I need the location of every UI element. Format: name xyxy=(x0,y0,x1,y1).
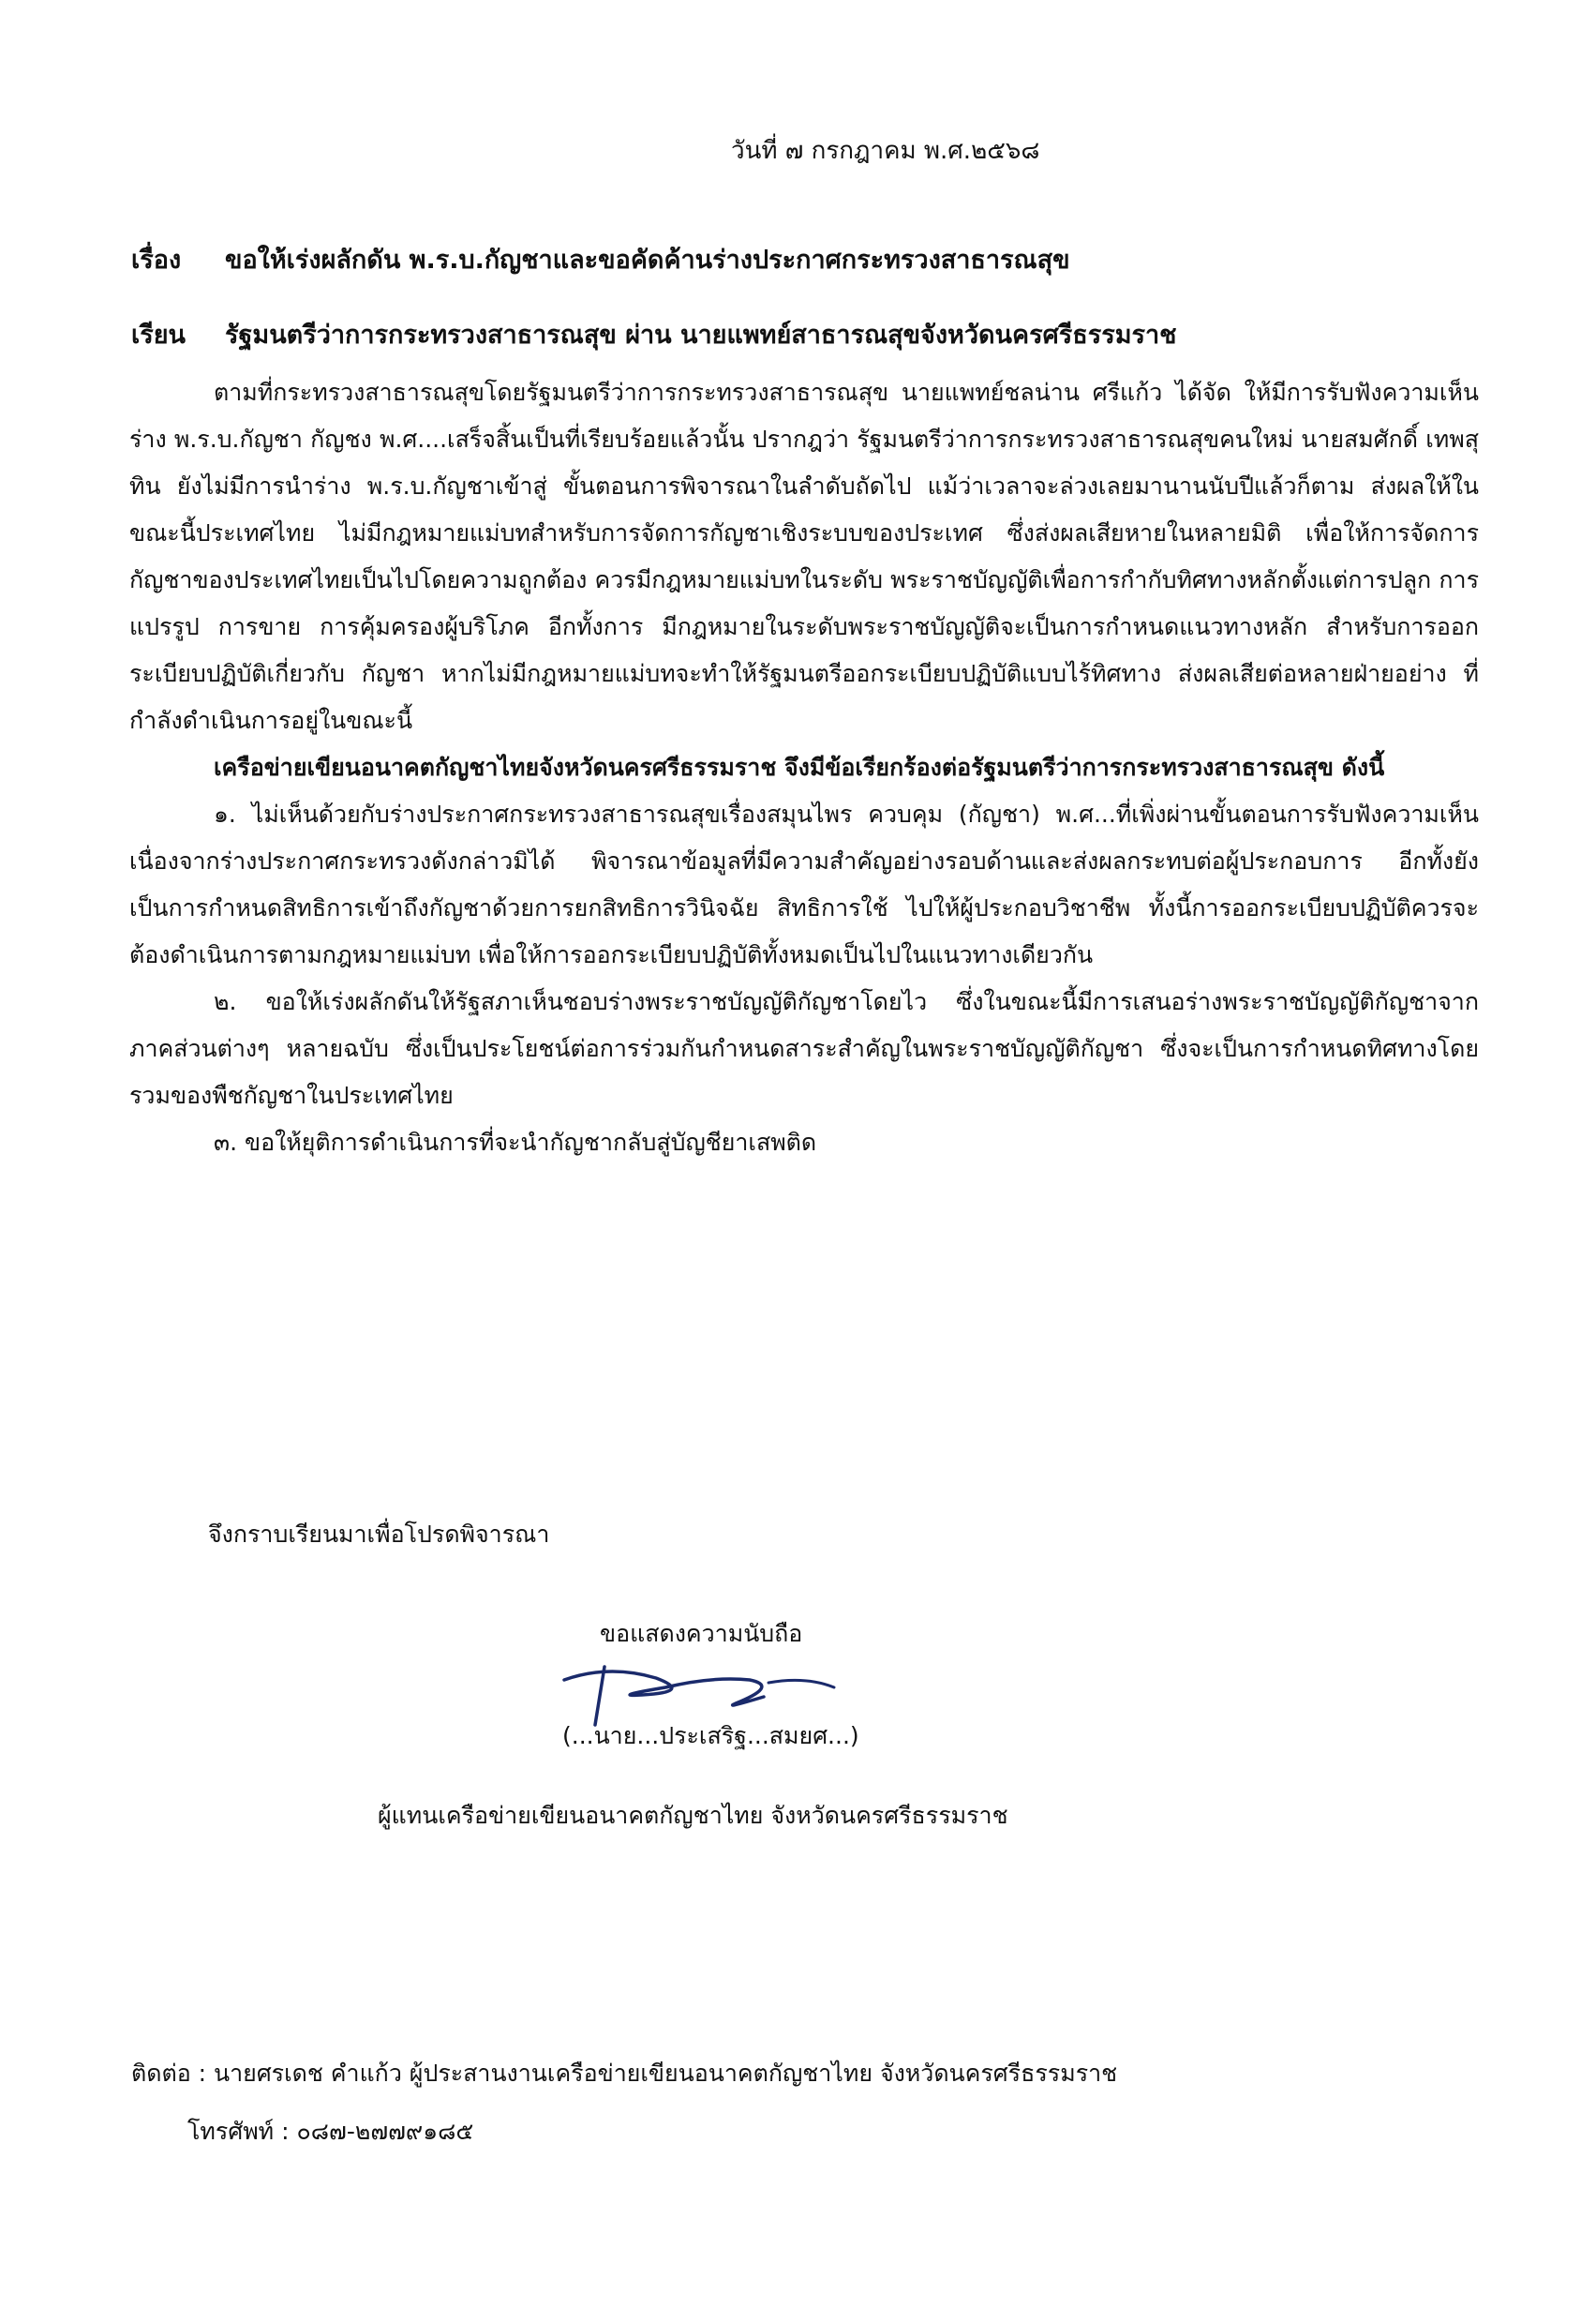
demand-item-1: ๑. ไม่เห็นด้วยกับร่างประกาศกระทรวงสาธารณสุขเรื่องสมุนไพร ควบคุม (กัญชา) พ.ศ...ที่เพิ่งผ่านขั้นตอนการรับฟังความเห็น เนื่องจากร่างประกาศกระทรวงดังกล่าวมิได้ พิจารณาข้อมูลที่มีความสำคัญอย่างรอบด้านและส่งผลกระทบต่อผู้ประกอบการ อีกทั้งยังเป็นการกำหนดสิทธิการเข้าถึงกัญชาด้วยการยกสิทธิการวินิจฉัย สิทธิการใช้ ไปให้ผู้ประกอบวิชาชีพ ทั้งนี้การออกระเบียบปฏิบัติควรจะต้องดำเนินการตามกฎหมายแม่บท เพื่อให้การออกระเบียบปฏิบัติทั้งหมดเป็นไปในแนวทางเดียวกัน xyxy=(129,801,1479,968)
demand-item-2: ๒. ขอให้เร่งผลักดันให้รัฐสภาเห็นชอบร่างพระราชบัญญัติกัญชาโดยไว ซึ่งในขณะนี้มีการเสนอร่างพระราชบัญญัติกัญชาจากภาคส่วนต่างๆ หลายฉบับ ซึ่งเป็นประโยชน์ต่อการร่วมกันกำหนดสาระสำคัญในพระราชบัญญัติกัญชา ซึ่งจะเป็นการกำหนดทิศทางโดยรวมของพืชกัญชาในประเทศไทย xyxy=(129,988,1479,1109)
letter-date: วันที่ ๗ กรกฎาคม พ.ศ.๒๕๖๘ xyxy=(731,137,1040,165)
letter-body xyxy=(129,369,1479,1166)
subject-text: ขอให้เร่งผลักดัน พ.ร.บ.กัญชาและขอคัดค้านร่างประกาศกระทรวงสาธารณสุข xyxy=(225,246,1070,275)
recipient-label: เรียน xyxy=(131,321,186,350)
regards-line: ขอแสดงความนับถือ xyxy=(600,1620,803,1647)
signer-name: (...นาย...ประเสริฐ...สมยศ...) xyxy=(562,1722,859,1749)
subject-label: เรื่อง xyxy=(131,246,182,275)
signer-title: ผู้แทนเครือข่ายเขียนอนาคตกัญชาไทย จังหวัดนครศรีธรรมราช xyxy=(378,1802,1008,1829)
phone-line: โทรศัพท์ : ๐๘๗-๒๗๗๙๑๘๕ xyxy=(187,2118,474,2145)
recipient-line xyxy=(131,314,1176,354)
closing-line: จึงกราบเรียนมาเพื่อโปรดพิจารณา xyxy=(208,1521,550,1548)
paragraph-intro: ตามที่กระทรวงสาธารณสุขโดยรัฐมนตรีว่าการกระทรวงสาธารณสุข นายแพทย์ชลน่าน ศรีแก้ว ได้จัด ให้มีการรับฟังความเห็นร่าง พ.ร.บ.กัญชา กัญชง พ.ศ....เสร็จสิ้นเป็นที่เรียบร้อยแล้วนั้น ปรากฎว่า รัฐมนตรีว่าการกระทรวงสาธารณสุขคนใหม่ นายสมศักดิ์ เทพสุทิน ยังไม่มีการนำร่าง พ.ร.บ.กัญชาเข้าสู่ ขั้นตอนการพิจารณาในลำดับถัดไป แม้ว่าเวลาจะล่วงเลยมานานนับปีแล้วก็ตาม ส่งผลให้ในขณะนี้ประเทศไทย ไม่มีกฎหมายแม่บทสำหรับการจัดการกัญชาเชิงระบบของประเทศ ซึ่งส่งผลเสียหายในหลายมิติ เพื่อให้การจัดการกัญชาของประเทศไทยเป็นไปโดยความถูกต้อง ควรมีกฎหมายแม่บทในระดับ พระราชบัญญัติเพื่อการกำกับทิศทางหลักตั้งแต่การปลูก การแปรรูป การขาย การคุ้มครองผู้บริโภค อีกทั้งการ มีกฎหมายในระดับพระราชบัญญัติจะเป็นการกำหนดแนวทางหลัก สำหรับการออกระเบียบปฏิบัติเกี่ยวกับ กัญชา หากไม่มีกฎหมายแม่บทจะทำให้รัฐมนตรีออกระเบียบปฏิบัติแบบไร้ทิศทาง ส่งผลเสียต่อหลายฝ่ายอย่าง ที่กำลังดำเนินการอยู่ในขณะนี้ xyxy=(129,379,1479,734)
subject-line xyxy=(131,239,1070,279)
demand-item-3: ๓. ขอให้ยุติการดำเนินการที่จะนำกัญชากลับสู่บัญชียาเสพติด xyxy=(214,1129,817,1156)
recipient-text: รัฐมนตรีว่าการกระทรวงสาธารณสุข ผ่าน นายแพทย์สาธารณสุขจังหวัดนครศรีธรรมราช xyxy=(225,321,1177,350)
contact-line: ติดต่อ : นายศรเดช คำแก้ว ผู้ประสานงานเครือข่ายเขียนอนาคตกัญชาไทย จังหวัดนครศรีธรรมราช xyxy=(131,2060,1118,2087)
paragraph-demands-heading: เครือข่ายเขียนอนาคตกัญชาไทยจังหวัดนครศรีธรรมราช จึงมีข้อเรียกร้องต่อรัฐมนตรีว่าการกระทรวงสาธารณสุข ดังนี้ xyxy=(214,754,1385,781)
